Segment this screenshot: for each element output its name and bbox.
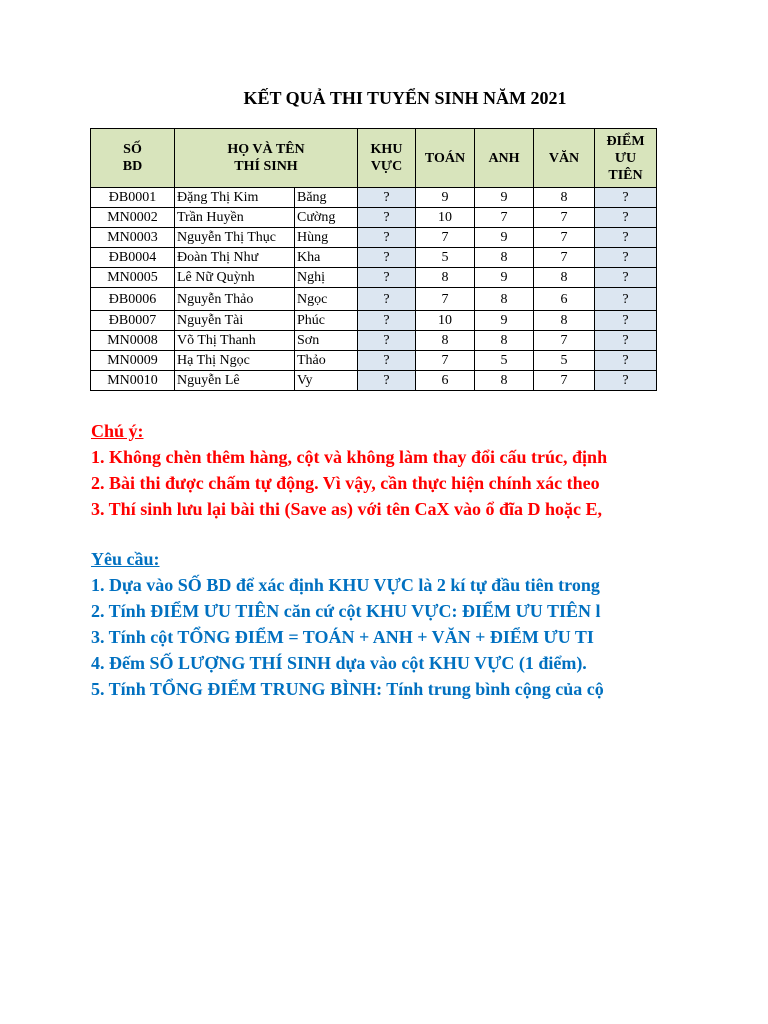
- cell-ho[interactable]: Nguyễn Tài: [175, 311, 295, 331]
- table-row: [91, 268, 657, 288]
- cell-khu-vuc[interactable]: ?: [358, 331, 416, 351]
- cell-ten[interactable]: Ngọc: [295, 288, 358, 311]
- cell-toan[interactable]: 5: [416, 248, 475, 268]
- cell-khu-vuc[interactable]: ?: [358, 208, 416, 228]
- requirement-line: 2. Tính ĐIỂM ƯU TIÊN căn cứ cột KHU VỰC: ĐIỂM ƯU TIÊN l: [91, 601, 601, 621]
- cell-so-bd[interactable]: ĐB0006: [91, 288, 175, 311]
- cell-uu-tien[interactable]: ?: [595, 208, 657, 228]
- cell-uu-tien[interactable]: ?: [595, 351, 657, 371]
- results-table: [90, 128, 657, 391]
- cell-anh[interactable]: 9: [475, 188, 534, 208]
- cell-khu-vuc[interactable]: ?: [358, 188, 416, 208]
- cell-khu-vuc[interactable]: ?: [358, 228, 416, 248]
- cell-ho[interactable]: Đặng Thị Kim: [175, 188, 295, 208]
- cell-so-bd[interactable]: ĐB0007: [91, 311, 175, 331]
- cell-ten[interactable]: Cường: [295, 208, 358, 228]
- cell-ho[interactable]: Hạ Thị Ngọc: [175, 351, 295, 371]
- cell-khu-vuc[interactable]: ?: [358, 371, 416, 391]
- cell-toan[interactable]: 7: [416, 288, 475, 311]
- header-so-bd-line1: SỐ: [123, 142, 142, 157]
- header-so-bd-line2: BD: [122, 159, 143, 174]
- cell-ho[interactable]: Nguyễn Thị Thục: [175, 228, 295, 248]
- cell-so-bd[interactable]: MN0005: [91, 268, 175, 288]
- cell-anh[interactable]: 5: [475, 351, 534, 371]
- cell-toan[interactable]: 8: [416, 331, 475, 351]
- cell-anh[interactable]: 9: [475, 268, 534, 288]
- requirement-line: 5. Tính TỔNG ĐIỂM TRUNG BÌNH: Tính trung bình cộng của cộ: [91, 679, 604, 699]
- cell-van[interactable]: 7: [534, 371, 595, 391]
- header-ho-ten-line1: HỌ VÀ TÊN: [227, 142, 305, 157]
- table-row: [91, 331, 657, 351]
- header-khu-vuc[interactable]: [358, 129, 416, 188]
- header-ho-ten-line2: THÍ SINH: [234, 159, 298, 174]
- cell-van[interactable]: 7: [534, 208, 595, 228]
- table-row: [91, 228, 657, 248]
- cell-ho[interactable]: Võ Thị Thanh: [175, 331, 295, 351]
- table-row: [91, 208, 657, 228]
- cell-ten[interactable]: Băng: [295, 188, 358, 208]
- header-row: [91, 129, 657, 188]
- notes-heading: Chú ý:: [91, 421, 144, 441]
- cell-toan[interactable]: 7: [416, 228, 475, 248]
- cell-so-bd[interactable]: MN0003: [91, 228, 175, 248]
- cell-ho[interactable]: Đoàn Thị Như: [175, 248, 295, 268]
- cell-ten[interactable]: Sơn: [295, 331, 358, 351]
- cell-anh[interactable]: 8: [475, 371, 534, 391]
- cell-ten[interactable]: Kha: [295, 248, 358, 268]
- header-diem-uu-tien-line1: ĐIỂM: [606, 133, 645, 149]
- cell-van[interactable]: 7: [534, 248, 595, 268]
- page-title: KẾT QUẢ THI TUYỂN SINH NĂM 2021: [243, 88, 567, 108]
- cell-van[interactable]: 7: [534, 228, 595, 248]
- cell-khu-vuc[interactable]: ?: [358, 311, 416, 331]
- cell-uu-tien[interactable]: ?: [595, 268, 657, 288]
- requirements-heading: Yêu cầu:: [91, 549, 160, 569]
- table-row: [91, 288, 657, 311]
- cell-khu-vuc[interactable]: ?: [358, 248, 416, 268]
- cell-ho[interactable]: Nguyễn Thảo: [175, 288, 295, 311]
- cell-ho[interactable]: Lê Nữ Quỳnh: [175, 268, 295, 288]
- cell-uu-tien[interactable]: ?: [595, 311, 657, 331]
- cell-so-bd[interactable]: ĐB0001: [91, 188, 175, 208]
- cell-van[interactable]: 8: [534, 188, 595, 208]
- cell-toan[interactable]: 7: [416, 351, 475, 371]
- cell-khu-vuc[interactable]: ?: [358, 351, 416, 371]
- header-toan[interactable]: TOÁN: [416, 129, 475, 188]
- table-row: [91, 188, 657, 208]
- cell-so-bd[interactable]: MN0002: [91, 208, 175, 228]
- cell-khu-vuc[interactable]: ?: [358, 288, 416, 311]
- cell-so-bd[interactable]: ĐB0004: [91, 248, 175, 268]
- cell-anh[interactable]: 7: [475, 208, 534, 228]
- cell-anh[interactable]: 9: [475, 228, 534, 248]
- cell-toan[interactable]: 8: [416, 268, 475, 288]
- table-row: [91, 248, 657, 268]
- cell-van[interactable]: 5: [534, 351, 595, 371]
- notes-section: [91, 418, 660, 522]
- table-row: [91, 351, 657, 371]
- cell-van[interactable]: 8: [534, 311, 595, 331]
- cell-so-bd[interactable]: MN0009: [91, 351, 175, 371]
- header-van[interactable]: VĂN: [534, 129, 595, 188]
- header-ho-ten[interactable]: [175, 129, 358, 188]
- cell-so-bd[interactable]: MN0008: [91, 331, 175, 351]
- cell-uu-tien[interactable]: ?: [595, 248, 657, 268]
- cell-anh[interactable]: 8: [475, 288, 534, 311]
- cell-uu-tien[interactable]: ?: [595, 228, 657, 248]
- cell-van[interactable]: 7: [534, 331, 595, 351]
- header-khu-vuc-line2: VỰC: [370, 159, 403, 174]
- cell-khu-vuc[interactable]: ?: [358, 268, 416, 288]
- cell-ho[interactable]: Nguyễn Lê: [175, 371, 295, 391]
- header-so-bd[interactable]: [91, 129, 175, 188]
- cell-van[interactable]: 6: [534, 288, 595, 311]
- note-line: 3. Thí sinh lưu lại bài thi (Save as) với tên CaX vào ổ đĩa D hoặc E,: [91, 499, 603, 519]
- requirements-section: [91, 546, 660, 702]
- cell-anh[interactable]: 9: [475, 311, 534, 331]
- cell-ten[interactable]: Nghị: [295, 268, 358, 288]
- cell-ho[interactable]: Trần Huyền: [175, 208, 295, 228]
- header-diem-uu-tien-line3: TIÊN: [608, 167, 643, 183]
- cell-toan[interactable]: 10: [416, 208, 475, 228]
- cell-uu-tien[interactable]: ?: [595, 331, 657, 351]
- note-line: 2. Bài thi được chấm tự động. Vì vậy, cần thực hiện chính xác theo: [91, 473, 600, 493]
- table-row: [91, 371, 657, 391]
- cell-uu-tien[interactable]: ?: [595, 288, 657, 311]
- cell-van[interactable]: 8: [534, 268, 595, 288]
- table-row: [91, 311, 657, 331]
- note-line: 1. Không chèn thêm hàng, cột và không làm thay đổi cấu trúc, định: [91, 447, 608, 467]
- cell-ten[interactable]: Phúc: [295, 311, 358, 331]
- header-khu-vuc-line1: KHU: [370, 142, 403, 157]
- cell-anh[interactable]: 8: [475, 248, 534, 268]
- header-anh[interactable]: ANH: [475, 129, 534, 188]
- cell-toan[interactable]: 9: [416, 188, 475, 208]
- requirement-line: 1. Dựa vào SỐ BD để xác định KHU VỰC là 2 kí tự đầu tiên trong: [91, 575, 600, 595]
- cell-ten[interactable]: Vy: [295, 371, 358, 391]
- header-diem-uu-tien[interactable]: [595, 129, 657, 188]
- cell-ten[interactable]: Thảo: [295, 351, 358, 371]
- cell-anh[interactable]: 8: [475, 331, 534, 351]
- cell-uu-tien[interactable]: ?: [595, 371, 657, 391]
- cell-so-bd[interactable]: MN0010: [91, 371, 175, 391]
- cell-toan[interactable]: 6: [416, 371, 475, 391]
- header-diem-uu-tien-line2: ƯU: [614, 150, 637, 166]
- cell-uu-tien[interactable]: ?: [595, 188, 657, 208]
- requirement-line: 4. Đếm SỐ LƯỢNG THÍ SINH dựa vào cột KHU VỰC (1 điểm).: [91, 653, 587, 673]
- cell-ten[interactable]: Hùng: [295, 228, 358, 248]
- cell-toan[interactable]: 10: [416, 311, 475, 331]
- requirement-line: 3. Tính cột TỔNG ĐIỂM = TOÁN + ANH + VĂN + ĐIỂM ƯU TI: [91, 627, 594, 647]
